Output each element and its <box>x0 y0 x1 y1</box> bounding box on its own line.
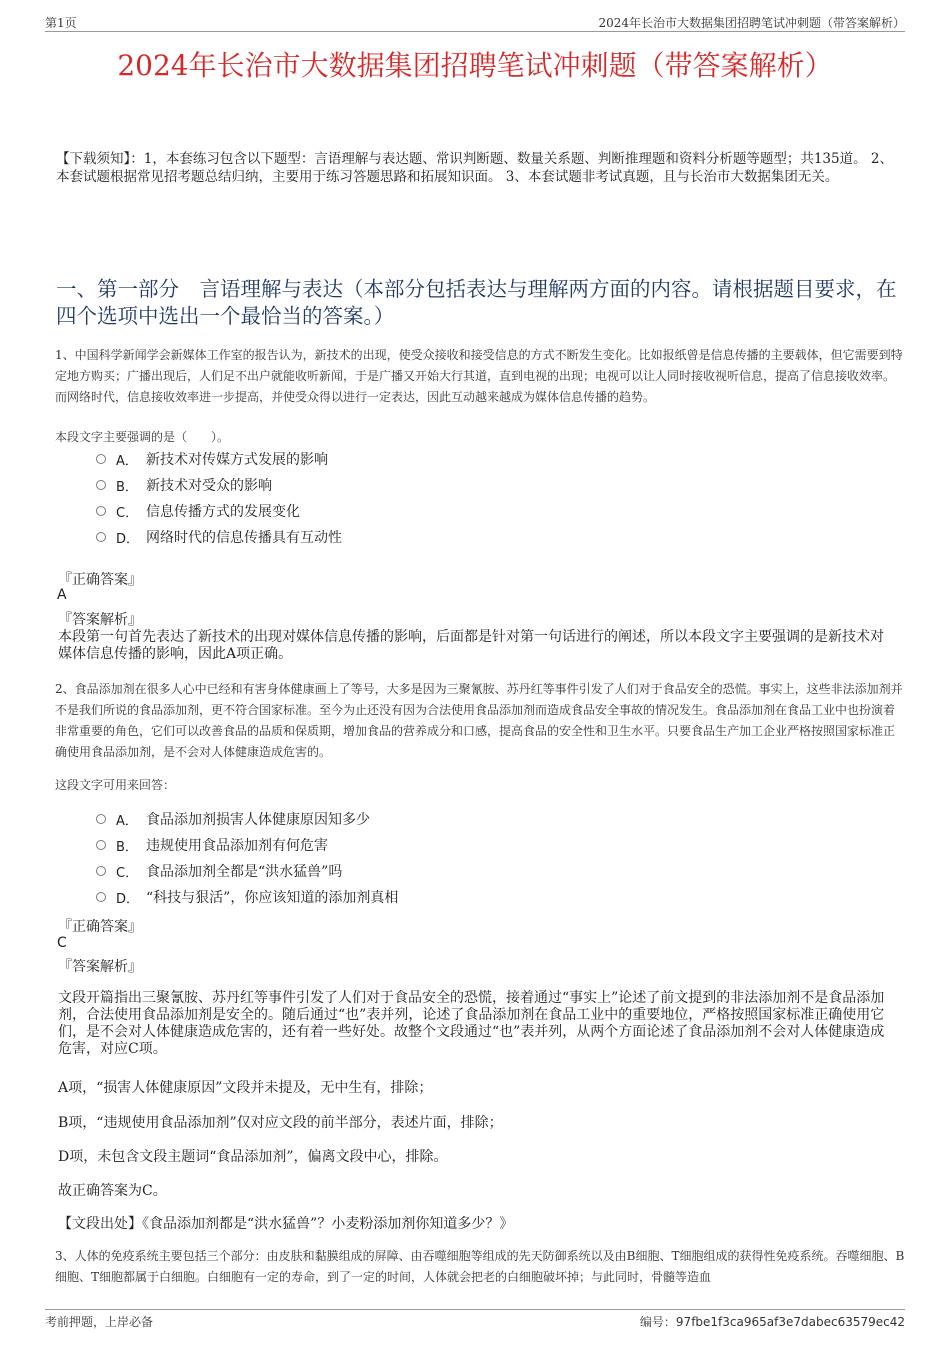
question-2-option-a[interactable] <box>96 808 370 830</box>
question-2-answer-label: 『正确答案』 <box>58 919 142 935</box>
question-2-source: 【文段出处】《食品添加剂都是“洪水猛兽”？小麦粉添加剂你知道多少？》 <box>58 1216 514 1232</box>
question-2-text: 2、食品添加剂在很多人心中已经和有害身体健康画上了等号，大多是因为三聚氰胺、苏丹红等事件引发了人们对于食品安全的恐慌。事实上，这些非法添加剂并不是我们所说的食品添加剂，更不符合国家标准。至今为止还没有因为合法使用食品添加剂而造成食品安全事故的情况发生。食品添加剂在食品工业中也扮演着非常重要的角色，它们可以改善食品的品质和保质期，增加食品的营养成分和口感，提高食品的安全性和卫生水平。只要食品生产加工企业严格按照国家标准正确使用食品添加剂，是不会对人体健康造成危害的。 <box>55 682 903 759</box>
option-text: 新技术对受众的影响 <box>146 478 272 494</box>
radio-icon[interactable] <box>96 892 106 902</box>
radio-icon[interactable] <box>96 840 106 850</box>
question-2-note-b: B项，“违规使用食品添加剂”仅对应文段的前半部分，表述片面，排除； <box>58 1115 503 1131</box>
question-1-option-d[interactable] <box>96 526 342 548</box>
option-text: 食品添加剂全都是“洪水猛兽”吗 <box>146 864 343 880</box>
option-text: 违规使用食品添加剂有何危害 <box>146 838 328 854</box>
question-2-conclusion: 故正确答案为C。 <box>58 1183 167 1199</box>
question-2-analysis: 文段开篇指出三聚氰胺、苏丹红等事件引发了人们对于食品安全的恐慌，接着通过“事实上”论述了前文提到的非法添加剂不是食品添加剂，合法使用食品添加剂是安全的。随后通过“也”表并列，论述了食品添加剂在食品工业中的重要地位，严格按照国家标准正确使用它们，是不会对人体健康造成危害的，还有着一些好处。故整个文段通过“也”表并列，从两个方面论述了食品添加剂不会对人体健康造成危害，对应C项。 <box>58 990 885 1057</box>
question-2-option-c[interactable] <box>96 860 342 882</box>
running-header-title: 2024年长治市大数据集团招聘笔试冲刺题（带答案解析） <box>598 16 905 30</box>
question-2-option-d[interactable] <box>96 886 398 908</box>
page-number: 第1页 <box>45 16 77 30</box>
question-2-note-d: D项，未包含文段主题词“食品添加剂”，偏离文段中心，排除。 <box>58 1149 448 1165</box>
page-title: 2024年长治市大数据集团招聘笔试冲刺题（带答案解析） <box>117 49 833 82</box>
radio-icon[interactable] <box>96 506 106 516</box>
option-letter: B． <box>116 839 138 855</box>
option-text: 网络时代的信息传播具有互动性 <box>146 530 342 546</box>
option-letter: D． <box>116 531 140 547</box>
option-letter: C． <box>116 865 139 881</box>
document-code-label: 编号： <box>639 1315 676 1329</box>
radio-icon[interactable] <box>96 814 106 824</box>
header-divider <box>45 31 905 32</box>
question-1-answer: A <box>57 587 67 603</box>
option-letter: D． <box>116 891 140 907</box>
radio-icon[interactable] <box>96 480 106 490</box>
radio-icon[interactable] <box>96 532 106 542</box>
section-heading: 一、第一部分 言语理解与表达（本部分包括表达与理解两方面的内容。请根据题目要求，在四个选项中选出一个最恰当的答案。） <box>56 277 897 328</box>
question-1-prompt: 本段文字主要强调的是（ ）。 <box>55 430 230 444</box>
option-text: “科技与狠活”，你应该知道的添加剂真相 <box>146 890 399 906</box>
question-2-prompt: 这段文字可用来回答： <box>55 778 176 792</box>
option-text: 食品添加剂损害人体健康原因知多少 <box>146 812 370 828</box>
question-3-text: 3、人体的免疫系统主要包括三个部分：由皮肤和黏膜组成的屏障、由吞噬细胞等组成的先天防御系统以及由B细胞、T细胞组成的获得性免疫系统。吞噬细胞、B细胞、T细胞都属于白细胞。白细胞有一定的寿命，到了一定的时间，人体就会把老的白细胞破坏掉；与此同时，骨髓等造血 <box>55 1249 905 1284</box>
question-1-option-c[interactable] <box>96 500 300 522</box>
question-1-option-b[interactable] <box>96 474 272 496</box>
question-2-analysis-label: 『答案解析』 <box>58 959 142 975</box>
question-1-analysis: 本段第一句首先表达了新技术的出现对媒体信息传播的影响，后面都是针对第一句话进行的阐述，所以本段文字主要强调的是新技术对媒体信息传播的影响，因此A项正确。 <box>58 629 884 662</box>
option-letter: A． <box>116 813 138 829</box>
option-text: 信息传播方式的发展变化 <box>146 504 300 520</box>
document-code-value: 97fbe1f3ca965af3e7dabec63579ec42 <box>675 1315 905 1329</box>
option-letter: A． <box>116 453 138 469</box>
option-letter: B． <box>116 479 138 495</box>
question-1-text: 1、中国科学新闻学会新媒体工作室的报告认为，新技术的出现，使受众接收和接受信息的方式不断发生变化。比如报纸曾是信息传播的主要载体，但它需要到特定地方购买；广播出现后，人们足不出户就能收听新闻，于是广播又开始大行其道，直到电视的出现；电视可以让人同时接收视听信息，提高了信息接收效率。而网络时代，信息接收效率进一步提高，并使受众得以进行一定表达，因此互动越来越成为媒体信息传播的趋势。 <box>55 348 903 404</box>
question-1-answer-label: 『正确答案』 <box>58 572 142 588</box>
question-1-analysis-label: 『答案解析』 <box>58 612 142 628</box>
footer-slogan: 考前押题，上岸必备 <box>45 1315 154 1329</box>
question-2-answer: C <box>57 935 67 951</box>
option-text: 新技术对传媒方式发展的影响 <box>146 452 328 468</box>
radio-icon[interactable] <box>96 866 106 876</box>
download-notice: 【下载须知】：1，本套练习包含以下题型：言语理解与表达题、常识判断题、数量关系题、判断推理题和资料分析题等题型；共135道。 2、本套试题根据常见招考题总结归纳，主要用于练习答题思路和拓展知识面。 3、本套试题非考试真题，且与长治市大数据集团无关。 <box>56 151 893 185</box>
question-1-option-a[interactable] <box>96 448 328 470</box>
radio-icon[interactable] <box>96 454 106 464</box>
question-2-option-b[interactable] <box>96 834 328 856</box>
footer-divider <box>45 1309 905 1310</box>
option-letter: C． <box>116 505 139 521</box>
question-2-note-a: A项，“损害人体健康原因”文段并未提及，无中生有，排除； <box>58 1080 433 1096</box>
document-code <box>640 1313 905 1330</box>
